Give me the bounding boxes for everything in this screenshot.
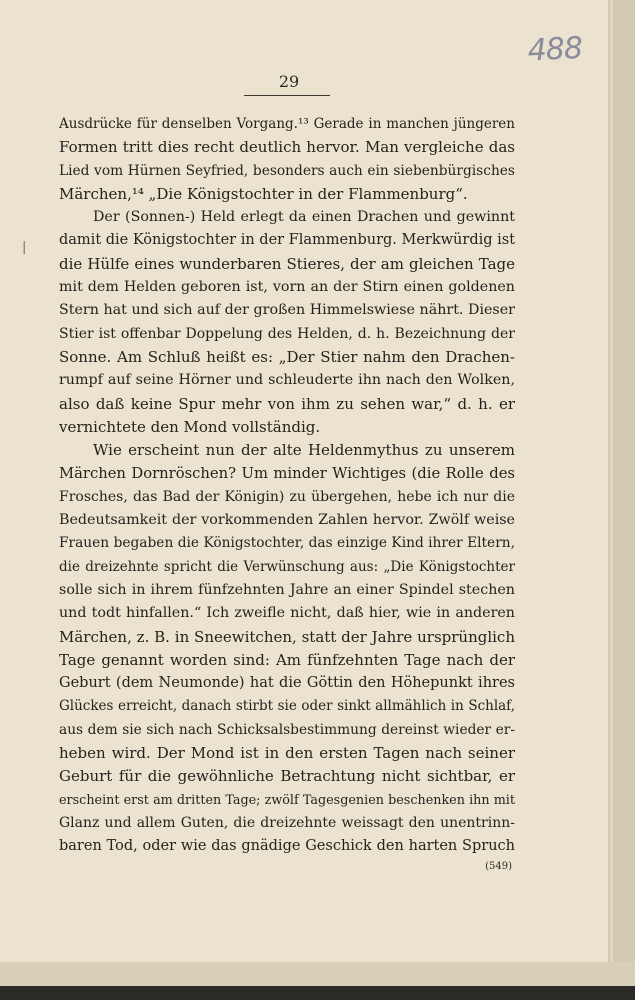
text-line: mit dem Helden geboren ist, vorn an der Stirn einen goldenen (59, 279, 515, 296)
margin-mark: | (22, 240, 27, 255)
text-line: Sonne. Am Schluß heißt es: „Der Stier nahm den Drachen- (59, 347, 515, 366)
text-line: heben wird. Der Mond ist in den ersten Tagen nach seiner (59, 744, 515, 763)
text-line: Glanz und allem Guten, die dreizehnte weissagt den unentrinn- (59, 814, 515, 831)
text-line: Der (Sonnen-) Held erlegt da einen Drachen und gewinnt (93, 209, 515, 226)
text-line: vernichtete den Mond vollständig. (59, 417, 321, 436)
text-line: Formen tritt dies recht deutlich hervor. Man vergleiche das (59, 138, 515, 157)
text-line: erscheint erst am dritten Tage; zwölf Tagesgenien beschenken ihn mit (59, 792, 515, 808)
text-line: Bedeutsamkeit der vorkommenden Zahlen hervor. Zwölf weise (59, 512, 515, 529)
text-line: Wie erscheint nun der alte Heldenmythus zu unserem (93, 441, 515, 460)
text-line: aus dem sie sich nach Schicksalsbestimmung dereinst wieder er- (59, 721, 515, 738)
text-line: Frauen begaben die Königstochter, das einzige Kind ihrer Eltern, (59, 535, 515, 552)
text-line: Märchen, z. B. in Sneewitchen, statt der Jahre ursprünglich (59, 627, 515, 646)
text-line: die Hülfe eines wunderbaren Stieres, der am gleichen Tage (59, 254, 515, 273)
text-line: Frosches, das Bad der Königin) zu übergehen, hebe ich nur die (59, 488, 515, 505)
text-line: Tage genannt worden sind: Am fünfzehnten Tage nach der (59, 650, 515, 669)
text-line: Glückes erreicht, danach stirbt sie oder sinkt allmählich in Schlaf, (59, 698, 515, 715)
text-line: und todt hinfallen.“ Ich zweifle nicht, daß hier, wie in anderen (59, 605, 515, 622)
text-line: also daß keine Spur mehr von ihm zu sehen war,“ d. h. er (59, 394, 515, 413)
text-line: baren Tod, oder wie das gnädige Geschick den harten Spruch (59, 838, 515, 855)
page-bottom-edge (0, 962, 635, 1000)
text-line: Ausdrücke für denselben Vorgang.¹³ Gerade in manchen jüngeren (59, 116, 515, 132)
page-number: 29 (278, 72, 300, 91)
text-line: die dreizehnte spricht die Verwünschung aus: „Die Königstochter (59, 558, 515, 575)
page-right-edge (608, 0, 635, 1000)
text-line: damit die Königstochter in der Flammenburg. Merkwürdig ist (59, 232, 515, 249)
text-line: Märchen Dornröschen? Um minder Wichtiges (die Rolle des (59, 465, 515, 483)
text-line: Geburt (dem Neumonde) hat die Göttin den Höhepunkt ihres (59, 675, 515, 692)
text-line: solle sich in ihrem fünfzehnten Jahre an einer Spindel stechen (59, 581, 515, 598)
text-line: Geburt für die gewöhnliche Betrachtung nicht sichtbar, er (59, 767, 515, 786)
printer-signature: (549) (485, 861, 512, 872)
text-line: Stern hat und sich auf der großen Himmelswiese nährt. Dieser (59, 302, 515, 319)
header-rule (244, 95, 330, 96)
text-line: rumpf auf seine Hörner und schleuderte ihn nach den Wolken, (59, 372, 515, 389)
text-line: Lied vom Hürnen Seyfried, besonders auch ein siebenbürgisches (59, 162, 515, 179)
text-line: Stier ist offenbar Doppelung des Helden, d. h. Bezeichnung der (59, 325, 515, 342)
body-text (59, 113, 515, 859)
text-line: Märchen,¹⁴ „Die Königstochter in der Flammenburg“. (59, 184, 468, 203)
archive-number: 488 (526, 30, 583, 69)
